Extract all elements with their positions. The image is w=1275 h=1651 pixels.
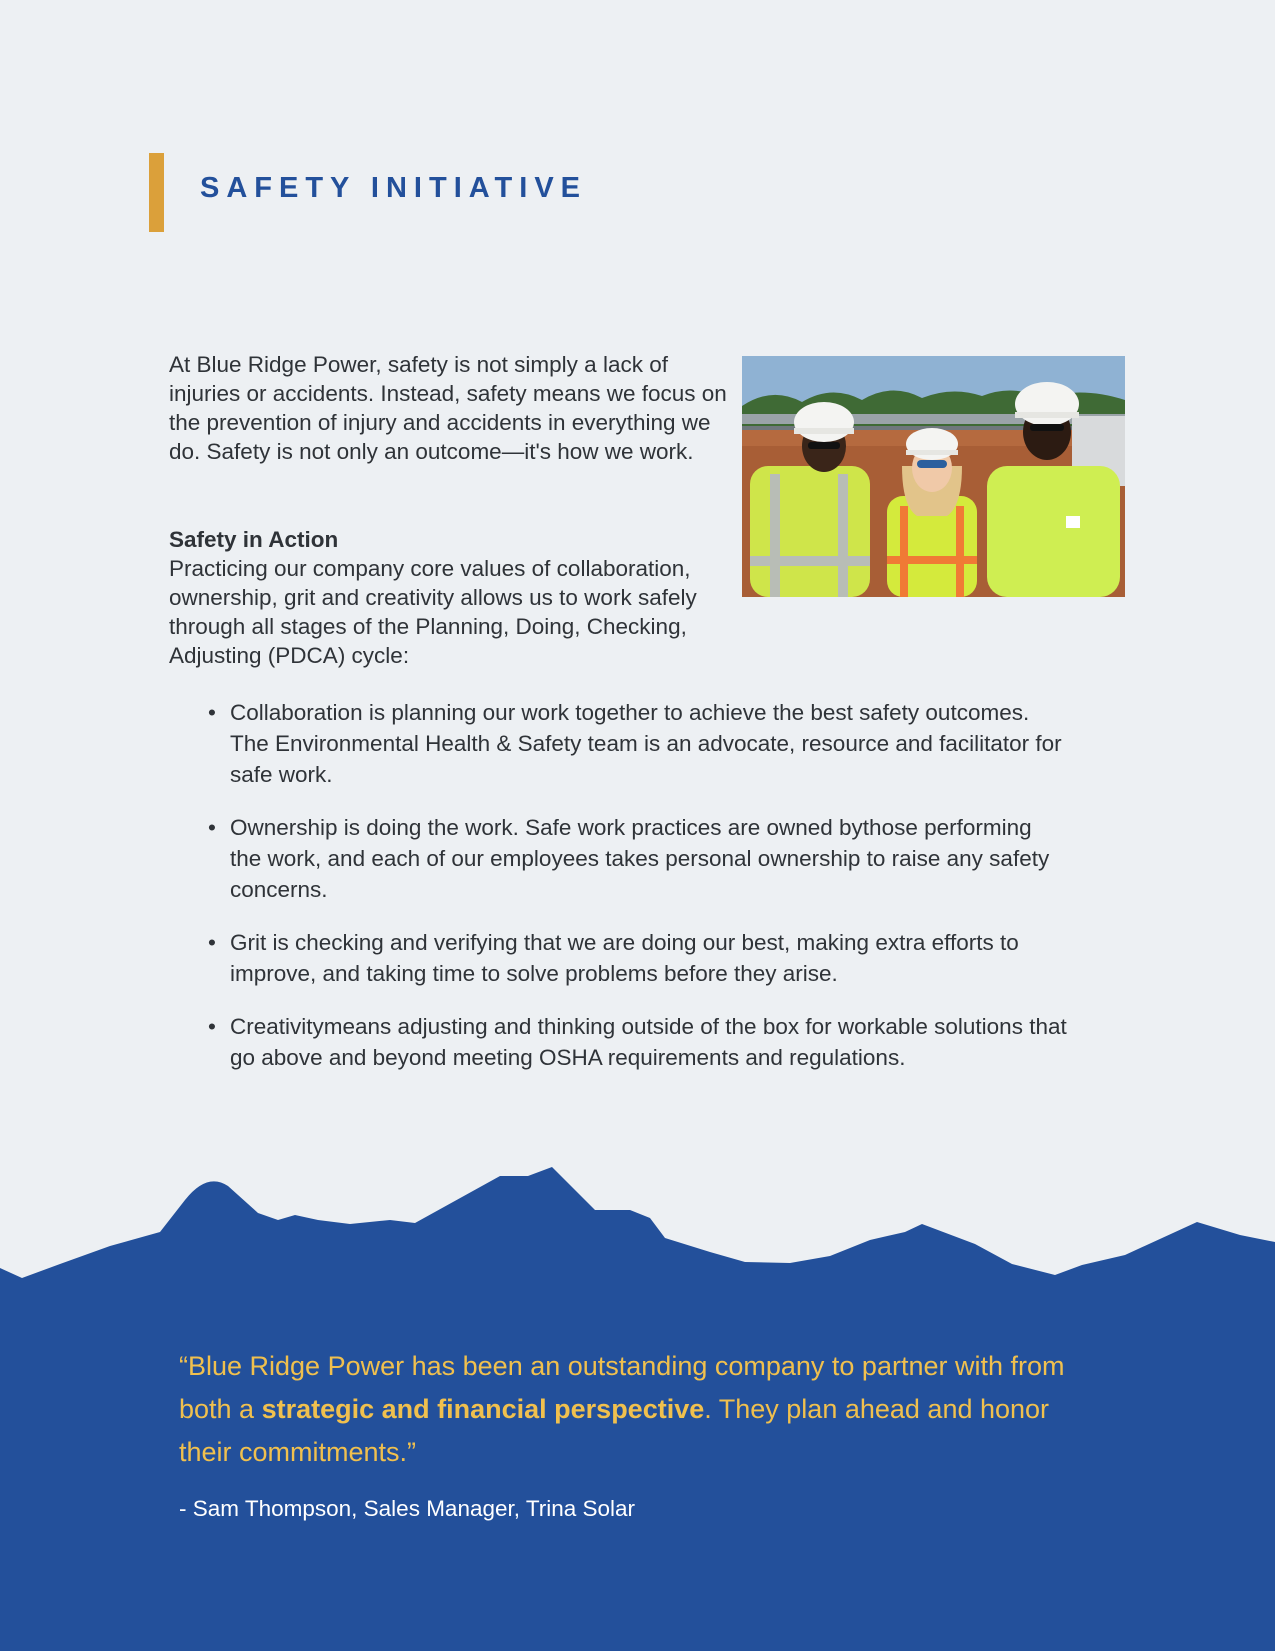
list-item-text: Collaboration is planning our work together to achieve the best safety outcomes. The Environmental Health & Safety team is an advocate, resource and facilitator for safe work. (230, 700, 1062, 787)
list-item-text: Grit is checking and verifying that we are doing our best, making extra efforts to improve, and taking time to solve problems before they arise. (230, 930, 1019, 986)
bullet-icon: • (208, 1014, 216, 1039)
page-title: SAFETY INITIATIVE (200, 172, 588, 204)
workers-photo-illustration (742, 356, 1125, 597)
quote-start: “Blue Ridge Power has been an outstanding company to partner with from both a (179, 1351, 1065, 1424)
bullet-icon: • (208, 930, 216, 955)
intro-paragraph: At Blue Ridge Power, safety is not simply a lack of injuries or accidents. Instead, safety means we focus on the prevention of injury and accidents in everything we do. Safety is not only an outcome—it's how we work. (169, 352, 727, 464)
safety-in-action-body: Practicing our company core values of collaboration, ownership, grit and creativity allows us to work safely through all stages of the Planning, Doing, Checking, Adjusting (PDCA) cycle: (169, 556, 697, 668)
testimonial-quote (179, 1345, 1099, 1474)
quote-emphasis: strategic and financial perspective (261, 1394, 705, 1424)
title-accent-bar (149, 153, 164, 232)
testimonial-attribution: - Sam Thompson, Sales Manager, Trina Solar (179, 1496, 636, 1521)
list-item-text: Creativitymeans adjusting and thinking outside of the box for workable solutions that go above and beyond meeting OSHA requirements and regulations. (230, 1014, 1067, 1070)
list-item (208, 697, 1068, 790)
workers-photo (742, 356, 1125, 597)
core-values-list (208, 697, 1068, 1095)
bullet-icon: • (208, 700, 216, 725)
list-item (208, 812, 1068, 905)
safety-in-action-heading: Safety in Action (169, 527, 339, 552)
bullet-icon: • (208, 815, 216, 840)
list-item-text: Ownership is doing the work. Safe work practices are owned bythose performing the work, and each of our employees takes personal ownership to raise any safety concerns. (230, 815, 1050, 902)
list-item (208, 927, 1068, 989)
quote-end: . They plan ahead and honor their commitments.” (179, 1394, 1050, 1467)
list-item (208, 1011, 1068, 1073)
